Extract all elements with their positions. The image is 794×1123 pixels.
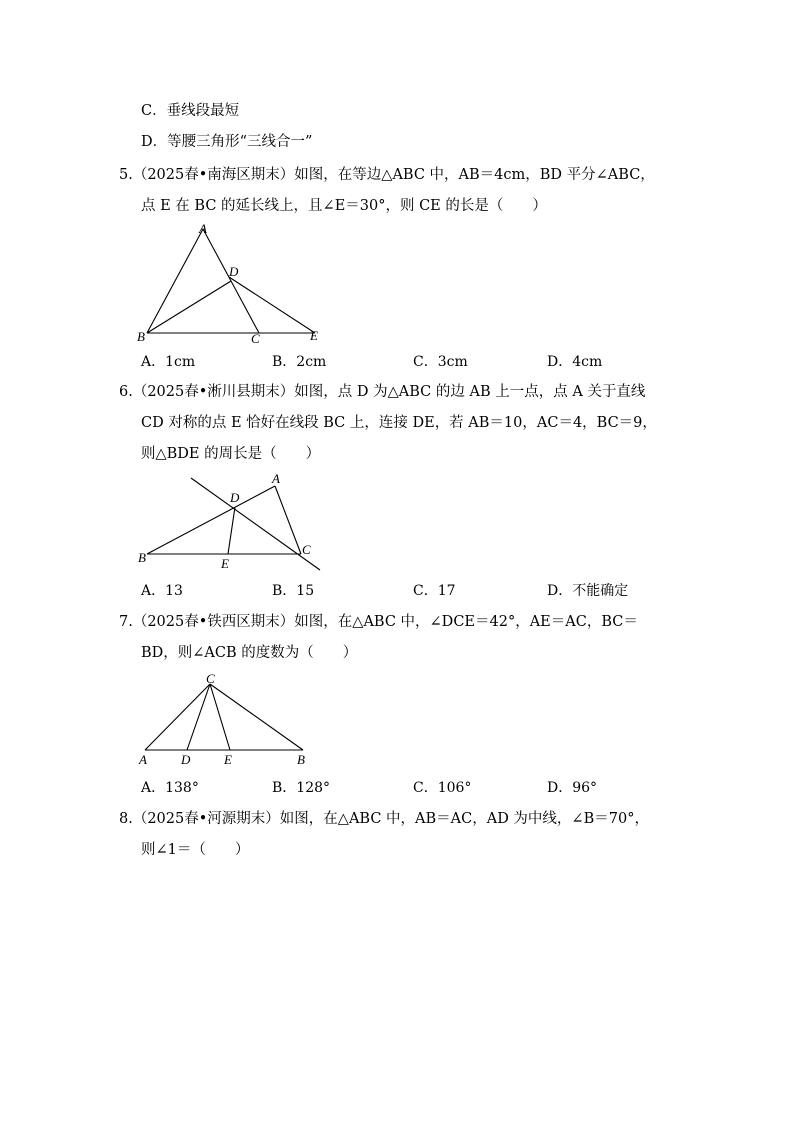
q7-stem-line2: BD，则∠ACB 的度数为（ ）: [141, 645, 358, 661]
q7-label-e: E: [224, 752, 232, 767]
q7-option-b: B．128°: [272, 780, 331, 796]
q6-line-cd: [191, 478, 320, 570]
q5-label-e: E: [310, 328, 318, 343]
q6-figure: [135, 470, 335, 575]
q7-segment-ce: [210, 684, 230, 750]
q7-label-c: C: [206, 671, 215, 686]
q6-side-ac: [275, 486, 301, 554]
prev-option-c: C．垂线段最短: [141, 103, 240, 119]
q6-label-b: B: [138, 550, 146, 565]
q5-segment-de: [229, 277, 315, 333]
q6-side-ba: [147, 486, 275, 554]
q7-stem-line1: 7.（2025春•铁西区期末）如图，在△ABC 中，∠DCE＝42°，AE＝AC，BC＝: [119, 614, 638, 630]
q7-segment-cd: [187, 684, 210, 750]
q7-label-b: B: [297, 752, 305, 767]
q6-label-c: C: [302, 542, 311, 557]
q8-stem-line1: 8.（2025春•河源期末）如图，在△ABC 中，AB＝AC，AD 为中线，∠B＝70°，: [119, 811, 649, 827]
q7-option-a: A．138°: [141, 780, 199, 796]
q7-side-cb: [210, 684, 303, 750]
q5-stem-line1: 5.（2025春•南海区期末）如图，在等边△ABC 中，AB＝4cm，BD 平分∠ABC，: [119, 167, 655, 183]
q6-label-a: A: [272, 471, 280, 486]
q7-option-d: D．96°: [547, 780, 598, 796]
q5-figure: [135, 220, 335, 345]
q6-segment-de: [228, 507, 235, 554]
q5-option-b: B．2cm: [272, 354, 327, 370]
q6-stem-line3: 则△BDE 的周长是（ ）: [141, 446, 321, 462]
q5-option-a: A．1cm: [141, 354, 196, 370]
q7-figure: [135, 668, 335, 768]
q6-option-d: D．不能确定: [547, 583, 629, 599]
prev-option-d: D．等腰三角形“三线合一”: [141, 134, 313, 150]
q5-triangle-sides: [147, 229, 231, 333]
q6-option-a: A．13: [141, 583, 183, 599]
q5-stem-line2: 点 E 在 BC 的延长线上，且∠E＝30°，则 CE 的长是（ ）: [141, 198, 547, 214]
q5-label-b: B: [137, 329, 145, 344]
q5-label-d: D: [229, 264, 239, 279]
q5-label-a: A: [199, 221, 207, 236]
q6-option-b: B．15: [272, 583, 315, 599]
q7-label-d: D: [181, 752, 191, 767]
q7-side-ac: [145, 684, 210, 750]
q6-option-c: C．17: [413, 583, 456, 599]
q6-label-d: D: [230, 490, 240, 505]
q5-option-d: D．4cm: [547, 354, 603, 370]
q5-segment-dc: [231, 281, 259, 333]
q6-stem-line1: 6.（2025春•淅川县期末）如图，点 D 为△ABC 的边 AB 上一点，点 A 关于直线: [119, 384, 646, 400]
q7-label-a: A: [139, 752, 147, 767]
q8-stem-line2: 则∠1＝（ ）: [141, 842, 250, 858]
q5-option-c: C．3cm: [413, 354, 468, 370]
q6-label-e: E: [221, 556, 229, 571]
q6-stem-line2: CD 对称的点 E 恰好在线段 BC 上，连接 DE，若 AB＝10，AC＝4，BC＝9，: [141, 415, 657, 431]
q5-label-c: C: [251, 331, 260, 346]
q7-option-c: C．106°: [413, 780, 472, 796]
q5-bisector-bd: [147, 281, 231, 333]
